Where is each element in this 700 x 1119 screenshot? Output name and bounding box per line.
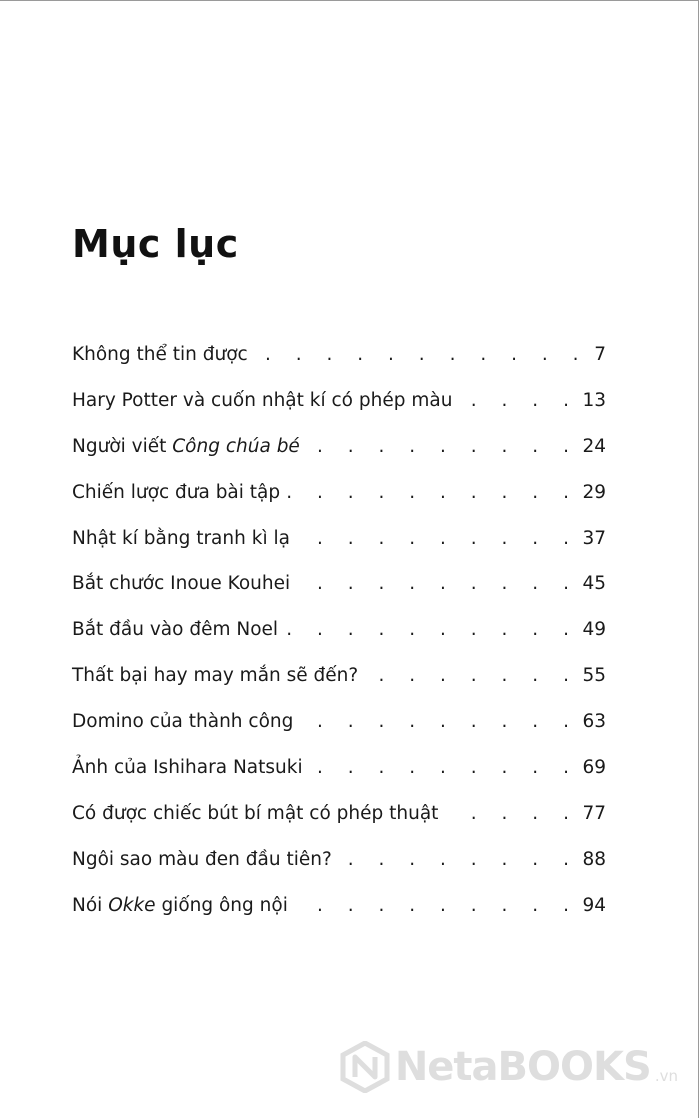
toc-page-number: 69	[582, 757, 606, 779]
toc-page-number: 29	[582, 481, 606, 503]
toc-page-number: 77	[582, 802, 606, 824]
toc-entry[interactable]	[72, 711, 606, 757]
toc-entry-title: Nhật kí bằng tranh kì lạ	[72, 527, 290, 549]
dot-leader	[309, 757, 579, 778]
toc-page-number: 55	[582, 665, 606, 687]
toc-entry-title-part: Người viết	[72, 435, 173, 457]
toc-entry-title-italic: Công chúa bé	[172, 435, 300, 457]
dot-leader	[294, 895, 579, 916]
toc-entry-title	[72, 895, 288, 916]
dot-leader	[296, 528, 579, 549]
netabooks-watermark	[339, 1041, 678, 1093]
watermark-brand: NetaBOOKS	[394, 1044, 651, 1090]
dot-leader	[306, 436, 579, 457]
toc-entry-title-part: Nói	[72, 894, 109, 916]
toc-page-number: 13	[582, 389, 606, 411]
toc-entry-title	[72, 436, 300, 457]
toc-page-number: 49	[582, 619, 606, 641]
toc-entry-title: Có được chiếc bút bí mật có phép thuật	[72, 802, 439, 824]
toc-entry[interactable]	[72, 482, 606, 528]
toc-page-number: 63	[582, 711, 606, 733]
dot-leader	[254, 344, 588, 365]
dot-leader	[458, 390, 578, 411]
table-of-contents	[72, 344, 606, 941]
dot-leader	[284, 619, 578, 640]
toc-page-number: 7	[594, 344, 606, 365]
toc-entry-title-italic: Okke	[108, 894, 156, 916]
dot-leader	[364, 665, 578, 686]
toc-entry[interactable]	[72, 849, 606, 895]
dot-leader	[296, 573, 578, 594]
toc-entry[interactable]	[72, 619, 606, 665]
toc-entry-title: Chiến lược đưa bài tập	[72, 481, 281, 503]
toc-page-number: 45	[582, 573, 606, 595]
toc-entry[interactable]	[72, 390, 606, 436]
page-title: Mục lục	[72, 222, 239, 266]
toc-entry-title: Thất bại hay may mắn sẽ đến?	[72, 665, 359, 687]
toc-entry-title: Không thể tin được	[72, 344, 248, 365]
toc-entry-title: Hary Potter và cuốn nhật kí có phép màu	[72, 389, 453, 411]
toc-entry[interactable]	[72, 803, 606, 849]
dot-leader	[444, 803, 578, 824]
toc-entry[interactable]	[72, 895, 606, 941]
netabooks-logo-icon	[339, 1041, 391, 1093]
toc-entry-title: Bắt chước Inoue Kouhei	[72, 573, 291, 595]
toc-entry[interactable]	[72, 757, 606, 803]
toc-entry-title: Bắt đầu vào đêm Noel	[72, 619, 279, 641]
toc-entry-title: Ngôi sao màu đen đầu tiên?	[72, 848, 332, 870]
toc-page-number: 88	[582, 848, 606, 870]
toc-entry[interactable]	[72, 528, 606, 574]
toc-page-number: 37	[582, 527, 606, 549]
dot-leader	[299, 711, 578, 732]
dot-leader	[286, 482, 578, 503]
toc-entry[interactable]	[72, 573, 606, 619]
toc-entry-title: Domino của thành công	[72, 711, 294, 733]
toc-page-number: 94	[582, 894, 606, 916]
toc-entry[interactable]	[72, 436, 606, 482]
toc-entry-title: Ảnh của Ishihara Natsuki	[72, 757, 303, 779]
toc-entry[interactable]	[72, 665, 606, 711]
dot-leader	[338, 849, 579, 870]
watermark-suffix: .vn	[654, 1067, 678, 1085]
toc-entry[interactable]	[72, 344, 606, 390]
toc-page-number: 24	[582, 435, 606, 457]
toc-entry-title-part: giống ông nội	[155, 894, 288, 916]
